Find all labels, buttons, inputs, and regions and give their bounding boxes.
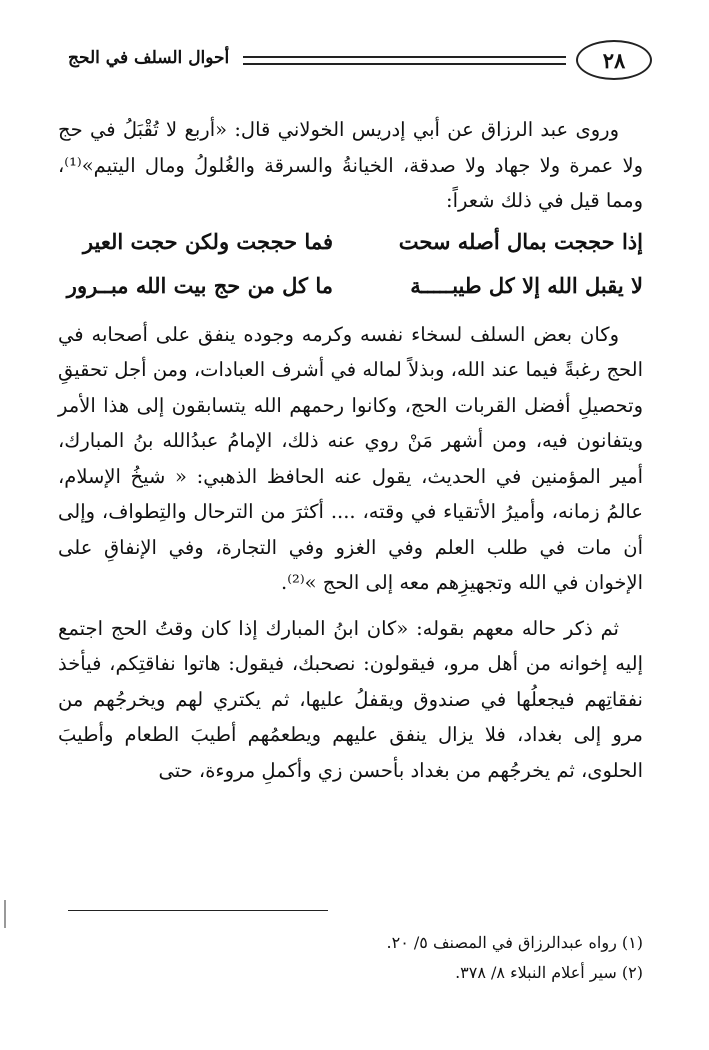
poem-line-2-second-hemistich: ما كل من حج بيت الله مبــرور xyxy=(66,272,333,298)
main-text xyxy=(58,112,643,788)
running-title: أحوال السلف في الحج xyxy=(68,48,230,68)
scan-edge-mark xyxy=(4,900,6,928)
page-header xyxy=(68,40,652,84)
poem-line-1-second-hemistich: فما حججت ولكن حجت العير xyxy=(82,228,333,254)
page-number xyxy=(576,40,652,80)
poem-line-1 xyxy=(58,221,643,263)
footnote-2: (٢) سير أعلام النبلاء ٨/ ٣٧٨. xyxy=(455,963,643,982)
footnotes xyxy=(58,928,643,988)
paragraph-1: وروى عبد الرزاق عن أبي إدريس الخولاني قال: «أربع لا تُقْبَلُ في حج ولا عمرة ولا جهاد ولا صدقة، الخيانةُ والسرقة والغُلولُ ومال اليتيم»⁽¹⁾، ومما قيل في ذلك شعراً: xyxy=(58,118,643,212)
poem-line-2 xyxy=(58,265,643,307)
poem-line-1-first-hemistich: إذا حججت بمال أصله سحت xyxy=(398,228,643,254)
footnote-separator xyxy=(68,910,328,911)
header-double-rule xyxy=(243,56,566,65)
paragraph-3: ثم ذكر حاله معهم بقوله: «كان ابنُ المبارك إذا كان وقتُ الحج اجتمع إليه إخوانه من أهل مرو، فيقولون: نصحبك، فيقول: هاتوا نفاقتِكم، فيأخذ نفقاتِهم فيجعلُها في صندوق ويقفلُ عليها، ثم يكتري لهم ويخرجُهم من مرو إلى بغداد، فلا يزال ينفق عليهم ويطعمُهم أطيبَ الطعام وأطيبَ الحلوى، ثم يخرجُهم من بغداد بأحسن زي وأكملِ مروءة، حتى xyxy=(58,616,643,782)
poem-line-2-first-hemistich: لا يقبل الله إلا كل طيبـــــة xyxy=(410,272,643,298)
footnote-1: (١) رواه عبدالرزاق في المصنف ٥/ ٢٠. xyxy=(386,933,643,952)
paragraph-2: وكان بعض السلف لسخاء نفسه وكرمه وجوده ينفق على أصحابه في الحج رغبةً فيما عند الله، وبذلاً لماله في أشرف العبادات، ومن أجل تحقيقِ وتحصيلِ أفضل القربات الحج، وكانوا رحمهم الله يتسابقون إلى هذا الأمر ويتفانون فيه، ومن أشهر مَنْ روي عنه ذلك، الإمامُ عبدُالله بنُ المبارك، أمير المؤمنين في الحديث، يقول عنه الحافظ الذهبي: « شيخُ الإسلام، عالمُ زمانه، وأميرُ الأتقياء في وقته، .... أكثرَ من الترحال والتِطواف، وإلى أن مات في طلب العلم وفي الغزو وفي التجارة، وفي الإنفاقِ على الإخوان في الله وتجهيزِهم معه إلى الحج »⁽²⁾. xyxy=(58,322,643,594)
page-number-text: ٢٨ xyxy=(602,47,626,73)
